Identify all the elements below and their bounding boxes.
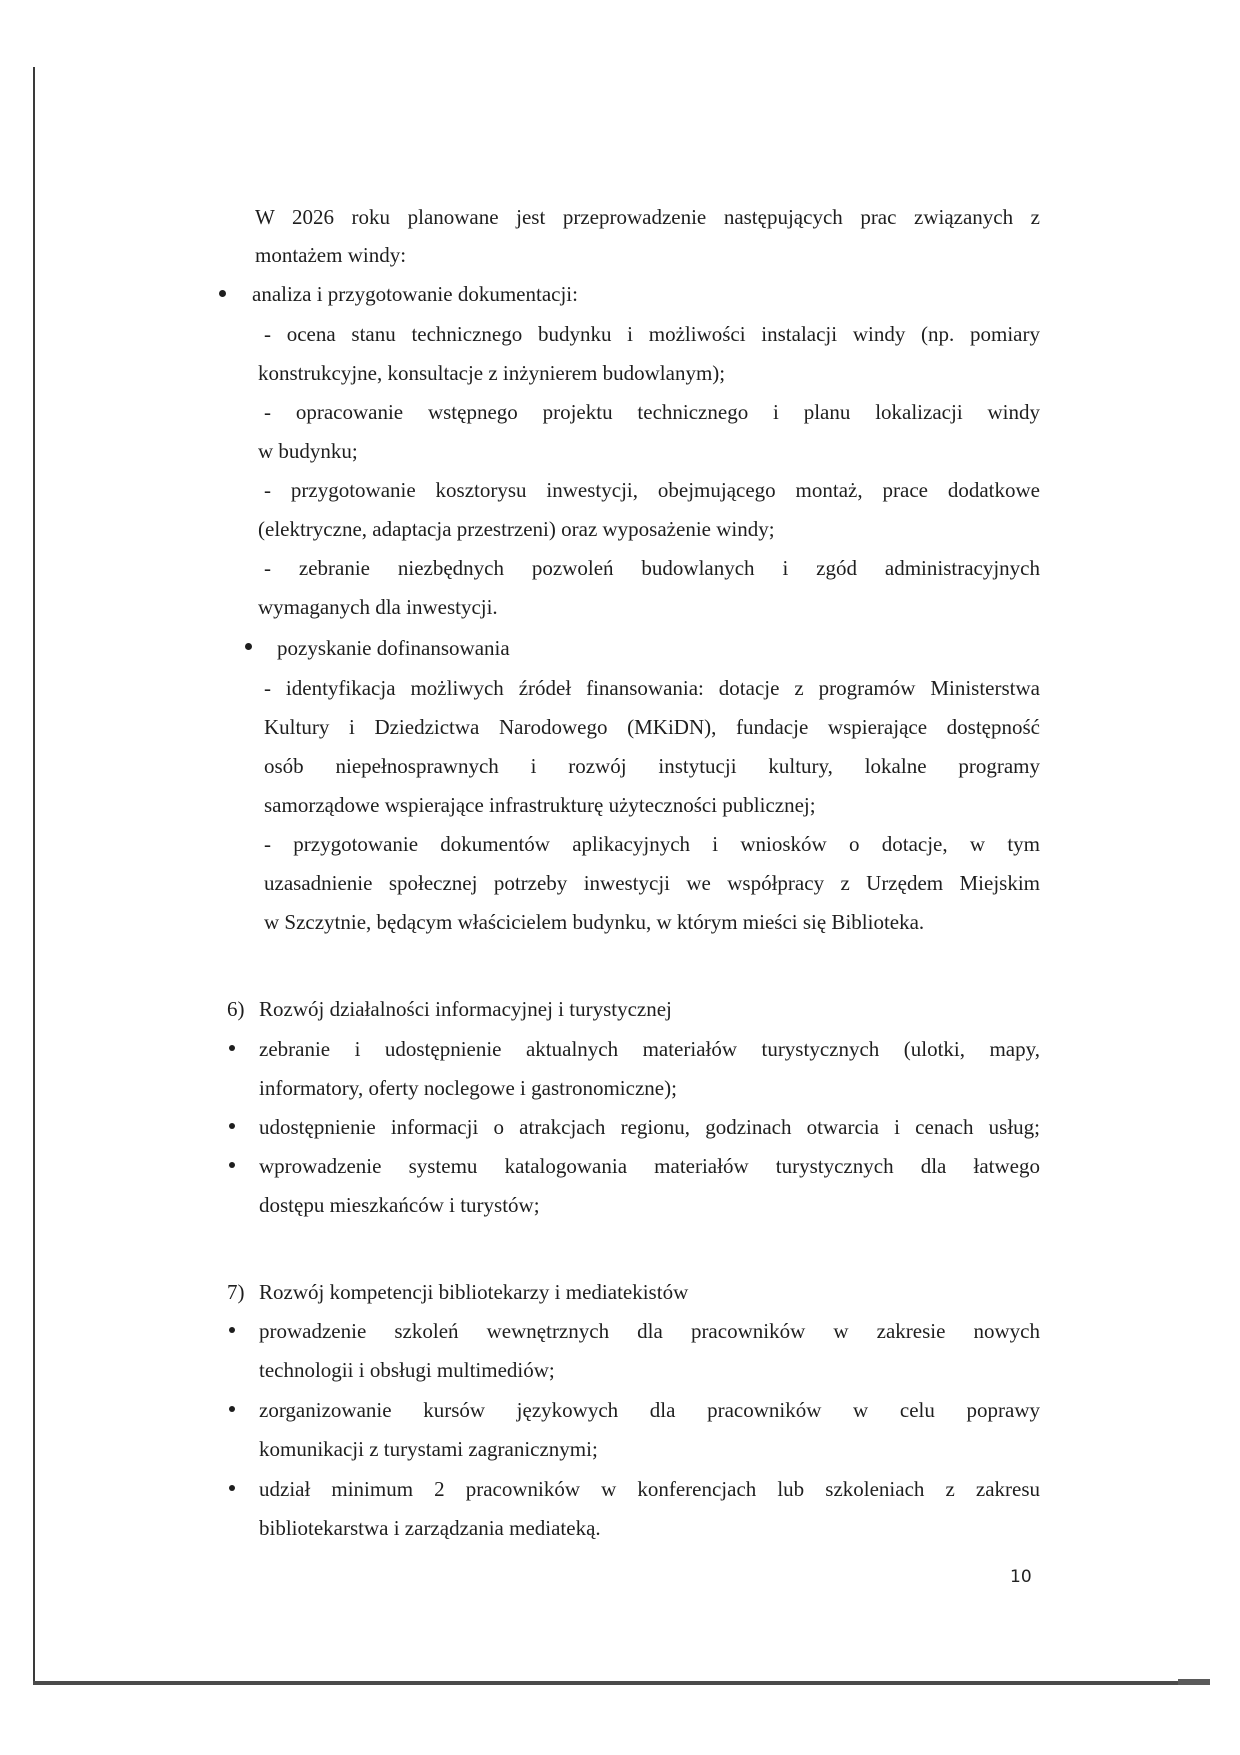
list-item-line: wprowadzenie systemu katalogowania materiałów turystycznych dla łatwego [259, 1154, 1040, 1178]
list-item-line: udostępnienie informacji o atrakcjach regionu, godzinach otwarcia i cenach usług; [259, 1115, 1040, 1139]
sub-line: osób niepełnosprawnych i rozwój instytucji kultury, lokalne programy [264, 754, 1040, 778]
list-item-line: technologii i obsługi multimediów; [259, 1358, 555, 1382]
list-item-line: dostępu mieszkańców i turystów; [259, 1193, 540, 1217]
sub-line: - zebranie niezbędnych pozwoleń budowlanych i zgód administracyjnych [264, 556, 1040, 580]
section-7-number: 7) [227, 1280, 245, 1304]
sub-line: - identyfikacja możliwych źródeł finansowania: dotacje z programów Ministerstwa [264, 676, 1040, 700]
list-item-line: bibliotekarstwa i zarządzania mediateką. [259, 1516, 601, 1540]
scan-border-left [33, 67, 35, 1684]
sub-line: - ocena stanu technicznego budynku i możliwości instalacji windy (np. pomiary [264, 322, 1040, 346]
bullet-icon [219, 290, 226, 297]
sub-line: - opracowanie wstępnego projektu technicznego i planu lokalizacji windy [264, 400, 1040, 424]
sub-line: (elektryczne, adaptacja przestrzeni) oraz wyposażenie windy; [258, 517, 775, 541]
bullet-icon [229, 1406, 235, 1412]
bullet-icon [229, 1162, 235, 1168]
section-7-title: Rozwój kompetencji bibliotekarzy i mediatekistów [259, 1280, 689, 1304]
bullet-icon [229, 1123, 235, 1129]
bullet-analiza: analiza i przygotowanie dokumentacji: [252, 282, 578, 306]
list-item-line: prowadzenie szkoleń wewnętrznych dla pracowników w zakresie nowych [259, 1319, 1040, 1343]
page-number: 10 [1010, 1567, 1032, 1587]
list-item-line: komunikacji z turystami zagranicznymi; [259, 1437, 598, 1461]
sub-line: uzasadnienie społecznej potrzeby inwestycji we współpracy z Urzędem Miejskim [264, 871, 1040, 895]
intro-line-1: W 2026 roku planowane jest przeprowadzenie następujących prac związanych z [255, 205, 1040, 229]
bullet-icon [229, 1327, 235, 1333]
list-item-line: udział minimum 2 pracowników w konferencjach lub szkoleniach z zakresu [259, 1477, 1040, 1501]
list-item-line: zorganizowanie kursów językowych dla pracowników w celu poprawy [259, 1398, 1040, 1422]
sub-line: w Szczytnie, będącym właścicielem budynku, w którym mieści się Biblioteka. [264, 910, 925, 934]
section-6-number: 6) [227, 997, 245, 1021]
intro-line-2: montażem windy: [255, 243, 407, 267]
bullet-icon [245, 643, 252, 650]
sub-line: samorządowe wspierające infrastrukturę użyteczności publicznej; [264, 793, 816, 817]
sub-line: w budynku; [258, 439, 358, 463]
bullet-icon [229, 1045, 235, 1051]
bullet-icon [229, 1485, 235, 1491]
scan-border-bottom-end [1178, 1679, 1210, 1685]
sub-line: - przygotowanie kosztorysu inwestycji, obejmującego montaż, prace dodatkowe [264, 478, 1040, 502]
list-item-line: informatory, oferty noclegowe i gastronomiczne); [259, 1076, 677, 1100]
bullet-dofinansowanie: pozyskanie dofinansowania [277, 636, 510, 660]
sub-line: konstrukcyjne, konsultacje z inżynierem budowlanym); [258, 361, 726, 385]
scan-border-bottom [33, 1681, 1179, 1685]
list-item-line: zebranie i udostępnienie aktualnych materiałów turystycznych (ulotki, mapy, [259, 1037, 1040, 1061]
sub-line: wymaganych dla inwestycji. [258, 595, 498, 619]
section-6-title: Rozwój działalności informacyjnej i turystycznej [259, 997, 672, 1021]
sub-line: Kultury i Dziedzictwa Narodowego (MKiDN), fundacje wspierające dostępność [264, 715, 1040, 739]
sub-line: - przygotowanie dokumentów aplikacyjnych i wniosków o dotacje, w tym [264, 832, 1040, 856]
